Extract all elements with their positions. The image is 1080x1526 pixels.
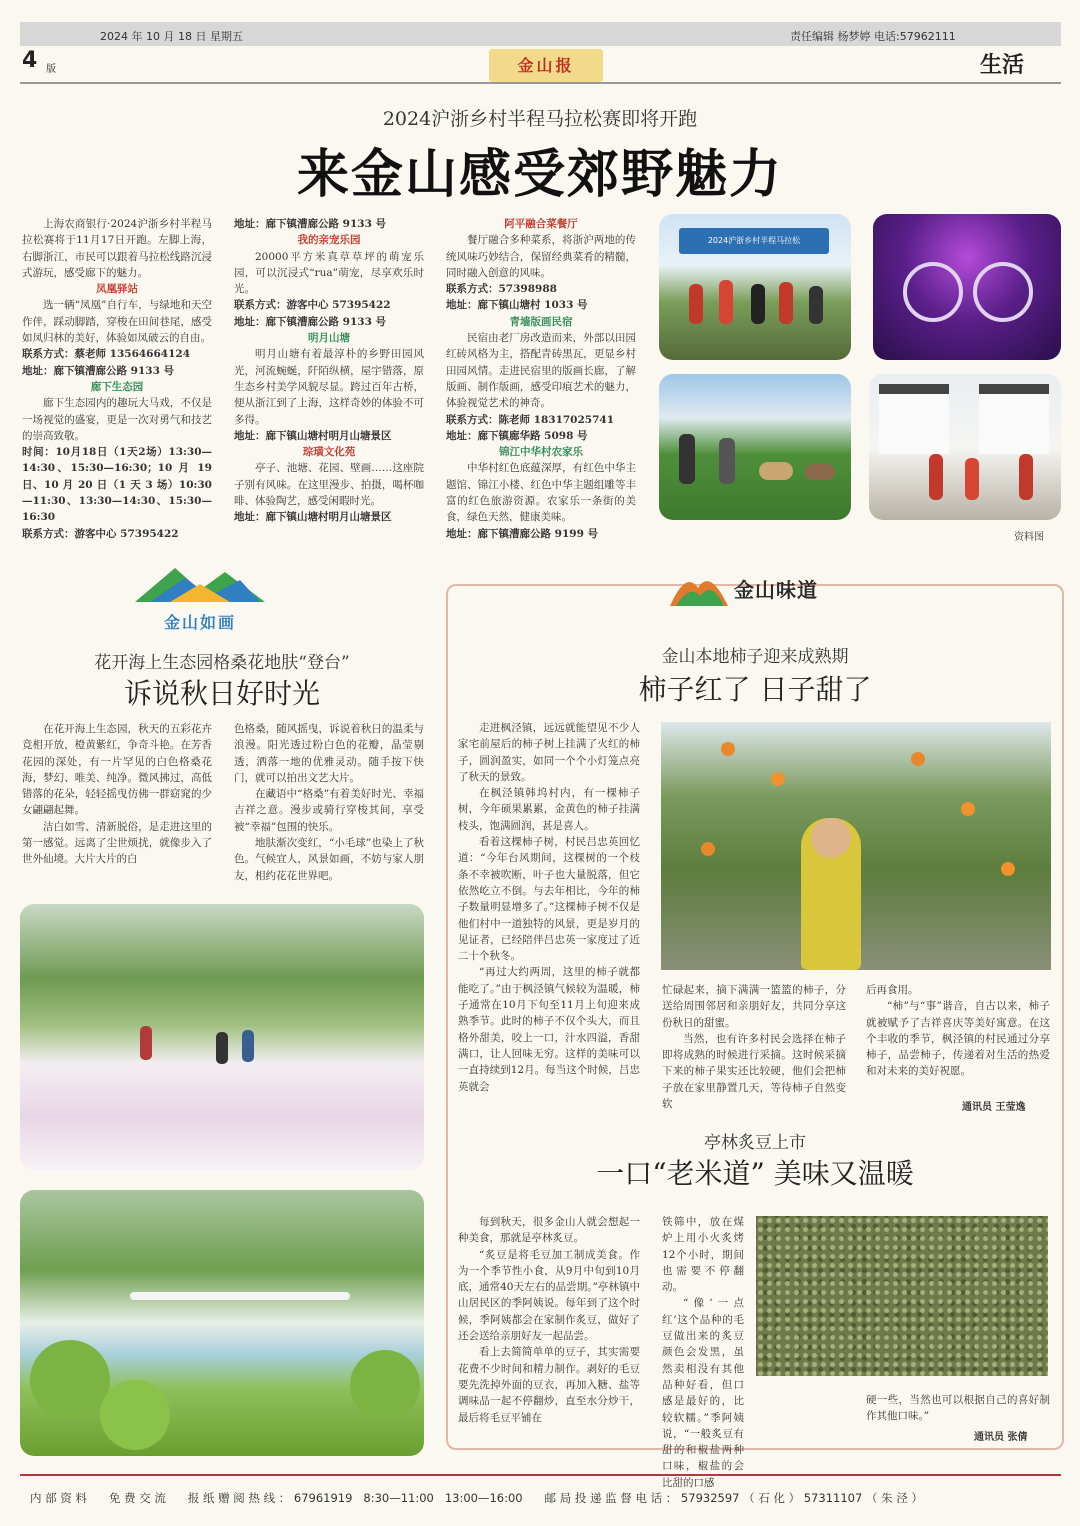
visitor-figure [140,1026,152,1060]
footer-divider [20,1474,1061,1476]
bean-column-3 [866,1392,1050,1432]
subsection-heading: 明月山塘 [308,332,350,345]
cyclist-figure [719,280,733,324]
page-number: 4 [22,48,38,73]
paragraph: 每到秋天，很多金山人就会想起一种美食，那就是亭林炙豆。 [458,1216,640,1245]
circus-wheel [903,262,963,322]
kochia-park-photo [20,1190,424,1456]
persimmon-fruit [961,802,975,816]
paragraph: 地址：廊下镇漕廊公路 9133 号 [234,218,387,230]
visitor-figure [242,1030,254,1062]
mountain-icon [130,562,270,606]
paragraph: 地址：廊下镇漕廊公路 9133 号 [234,315,387,328]
persimmon-title: 柿子红了 日子甜了 [638,673,872,706]
dog-figure [759,462,793,480]
left-column-1 [22,721,212,891]
subsection-heading: 我的亲宠乐园 [297,234,361,247]
paragraph: 时间：10月18日（1天2场）13:30—14:30、15:30—16:30；10 月 19 日、10 月 20 日（1 天 3 场）10:30—11:30、13:30—14:30、15:30—16:30 [22,446,212,524]
paragraph: 联系方式：蔡老师 13564664124 [22,348,191,361]
paragraph: 硬一些，当然也可以根据自己的喜好制作其他口味。” [866,1394,1050,1423]
persimmon-column-1 [458,720,640,1100]
paragraph: 联系方式：陈老师 18317025741 [446,413,615,426]
lead-column-2 [234,216,424,546]
bean-byline: 通讯员 张倩 [974,1432,1028,1443]
persimmon-tree-photo [661,722,1051,970]
persimmon-fruit [721,742,735,756]
paragraph: 选一辆“凤凰”自行车，与绿地和天空作伴，踩动脚踏，穿梭在田间巷尾，感受如凤归林的美好，体验如凤破云的自由。 [22,299,212,345]
paragraph: 铁筛中，放在煤炉上用小火炙烤12个小时，期间也需要不停翻动。 [662,1216,744,1294]
circus-wheel [973,262,1033,322]
page-suffix: 版 [46,64,56,75]
white-gesang-flowers-photo [20,904,424,1170]
logo-text: 金山如画 [163,613,236,632]
paragraph: 地址：廊下镇漕廊公路 9133 号 [22,364,175,377]
paragraph: 中华村红色底蕴深厚，有红色中华主题馆、锦江小楼、红色中华主题组雕等丰富的红色旅游资源。农家乐一条街的美食，绿色天然，健康美味。 [446,462,636,524]
header-divider [20,82,1061,84]
paragraph: 联系方式：57398988 [446,283,557,296]
paragraph: 廊下生态园内的趣玩大马戏，不仅是一场视觉的盛宴，更是一次对勇气和技艺的崇高致敬。 [22,397,212,442]
paragraph: 洁白如雪、清新脱俗，是走进这里的第一感觉。远离了尘世烦扰，就像步入了世外仙境。大片大片的白 [22,820,212,866]
lead-title: 来金山感受郊野魅力 [296,145,783,205]
cyclist-figure [779,282,793,324]
subsection-heading: 琮璜文化苑 [302,446,356,459]
editor-info: 责任编辑 杨梦婷 电话:57962111 [790,30,956,43]
roasted-beans-photo [756,1216,1048,1376]
house-figure [879,384,949,454]
jinshan-weidao-logo [668,566,848,610]
hills-icon [668,566,730,610]
paragraph: 地址：廊下镇山塘村 1033 号 [446,299,588,312]
bean-column-2 [662,1214,744,1489]
subsection-heading: 锦江中华村农家乐 [499,446,583,459]
persimmon-byline: 通讯员 王莹逸 [962,1102,1026,1113]
paragraph: 地址：廊下镇山塘村明月山塘景区 [234,429,392,442]
paragraph: 联系方式：游客中心 57395422 [22,527,179,540]
kochia-bush [350,1350,420,1420]
persimmon-fruit [701,842,715,856]
cyclist-figure [751,284,765,324]
paragraph: “再过大约两周，这里的柿子就都能吃了。”由于枫泾镇气候较为温暖，柿子通常在10月下旬至11月上旬迎来成熟季节。此时的柿子不仅个头大，而且格外甜美，咬上一口，汁水四溢，香甜满口，让人回味无穷。这样的美味可以一直持续到12月。每当这个时候，吕忠英就会 [458,966,640,1093]
pet-park-photo [659,374,851,520]
lead-column-1 [22,216,212,546]
photo-credit: 资料图 [1014,532,1044,543]
section-name: 生活 [980,53,1025,78]
persimmon-fruit [911,752,925,766]
logo-text: 金山味道 [734,578,818,602]
paragraph: 餐厅融合多种菜系，将浙沪两地的传统风味巧妙结合，保留经典菜肴的精髓，同时融入创意的风味。 [446,234,636,279]
paragraph: 地址：廊下镇山塘村明月山塘景区 [234,511,392,524]
paragraph: 地肤渐次变红，“小毛球”也染上了秋色。气候宜人，风景如画，不妨与家人朋友，相约花花世界吧。 [234,837,424,882]
bean-subtitle: 亭林炙豆上市 [704,1133,806,1153]
cyclist-figure [809,286,823,324]
bridge-figure [130,1292,350,1300]
performer-figure [965,458,979,500]
villager-face [811,818,851,858]
persimmon-column-3 [866,982,1050,1094]
paragraph: 地址：廊下镇漕廊公路 9199 号 [446,527,599,540]
person-figure [679,434,695,484]
issue-date: 2024 年 10 月 18 日 星期五 [100,30,243,43]
paragraph: 亭子、池塘、花园、壁画……这座院子别有风味。在这里漫步、拍摄，喝杯咖啡、体验陶艺，感受闲暇时光。 [234,462,424,508]
persimmon-subtitle: 金山本地柿子迎来成熟期 [661,647,849,667]
left-title: 诉说秋日好时光 [123,677,320,710]
house-figure [979,384,1049,454]
paragraph: 看着这棵柿子树，村民吕忠英回忆道：“今年台风期间，这棵树的一个枝条不幸被吹断，叶子也大量脱落，但它依然屹立不倒。与去年相比，今年的柿子数量明显增多了。”这棵柿子树不仅是他们村中一道独特的风景，更是岁月的见证者，已经陪伴吕忠英一家度过了近二十个秋冬。 [458,836,640,963]
performer-figure [1019,454,1033,500]
subsection-heading: 廊下生态园 [90,380,144,393]
footer-info: 内 部 资 料 免 费 交 流 报 纸 赠 阅 热 线 ： 67961919 8:30—11:00 13:00—16:00 邮 局 投 递 监 督 电 话 ： 57932597 （ 石 化 ） 57311107 （ 朱 泾 ） [30,1491,923,1505]
bean-title: 一口“老米道” 美味又温暖 [596,1157,914,1190]
paragraph: 地址：廊下镇廊华路 5098 号 [446,429,588,442]
race-banner: 2024沪浙乡村半程马拉松 [679,228,829,254]
paragraph: 联系方式：游客中心 57395422 [234,299,391,312]
subsection-heading: 青墙版画民宿 [509,315,573,328]
bean-column-1 [458,1214,640,1444]
cyclist-figure [689,284,703,324]
subsection-heading: 凤凰驿站 [96,283,138,296]
performer-figure [929,454,943,500]
kochia-bush [30,1340,110,1420]
newspaper-logo: 金山报 [489,49,603,82]
subsection-heading: 阿平融合菜餐厅 [504,218,578,230]
kochia-bush [100,1380,170,1450]
village-performance-photo [869,374,1061,520]
paragraph: 色格桑，随风摇曳，诉说着秋日的温柔与浪漫。阳光透过粉白色的花瓣，晶莹剔透，洒落一地的优雅灵动。随手按下快门，就可以拍出文艺大片。 [234,723,424,784]
jinshan-ruhua-logo [130,562,270,630]
paragraph: 在枫泾镇韩坞村内，有一棵柿子树，今年硕果累累，金黄色的柿子挂满枝头，饱满圆润，甚是喜人。 [458,787,640,832]
paragraph: 20000平方米真草草坪的萌宠乐园，可以沉浸式“rua”萌宠，尽享欢乐时光。 [234,250,424,296]
paragraph: 忙碌起来，摘下满满一篮篮的柿子，分送给周围邻居和亲朋好友，共同分享这份秋日的甜蜜。 [662,984,846,1029]
paragraph: 在花开海上生态园，秋天的五彩花卉竞相开放，橙黄紫红，争奇斗艳。在芳香花园的深处，有一片罕见的白色格桑花海，梦幻、唯美、纯净。微风拂过，高低错落的花朵，轻轻摇曳仿佛一群窈窕的少女翩翩起舞。 [22,723,212,817]
left-column-2 [234,721,424,891]
dog-figure [805,464,835,480]
paragraph: 走进枫泾镇，远远就能望见不少人家宅前屋后的柿子树上挂满了火红的柿子，圆润盈实，如同一个个小灯笼点亮了秋天的景致。 [458,722,640,783]
paragraph: 民宿由老厂房改造而来，外部以田园红砖风格为主，搭配青砖黑瓦，更显乡村田园风情。走进民宿里的版画长廊，了解版画、制作版画，感受印痕艺术的魅力，体验视觉艺术的神奇。 [446,332,636,410]
persimmon-column-2 [662,982,846,1112]
paragraph: “炙豆是将毛豆加工制成美食。作为一个季节性小食，从9月中旬到10月底，通常40天左右的品尝期。”亭林镇中山居民区的季阿姨说。每年到了这个时候，季阿姨都会在家制作炙豆，做好了还会送给亲朋好友一起品尝。 [458,1248,640,1343]
marathon-cyclists-photo [659,214,851,360]
left-subtitle: 花开海上生态园格桑花地肤“登台” [94,653,350,673]
visitor-figure [216,1032,228,1064]
persimmon-fruit [1001,862,1015,876]
person-figure [719,438,735,484]
paragraph: 明月山塘有着最淳朴的乡野田园风光，河流蜿蜒，阡陌纵横，屋宇错落，原生态乡村美学风貌尽显。跨过百年古桥，便从浙江到了上海，这样奇妙的体验不可多得。 [234,348,424,426]
paragraph: 当然，也有许多村民会选择在柿子即将成熟的时候进行采摘。这时候采摘下来的柿子果实还比较硬，他们会把柿子放在家里静置几天，等待柿子自然变软 [662,1032,846,1111]
paragraph: “柿”与“事”谐音，自古以来，柿子就被赋予了吉祥喜庆等美好寓意。在这个丰收的季节，枫泾镇的村民通过分享柿子，品尝柿子，传递着对生活的热爱和对未来的美好祝愿。 [866,1000,1050,1078]
circus-show-photo [873,214,1061,360]
paragraph: 后再食用。 [866,984,919,996]
lead-subtitle: 2024沪浙乡村半程马拉松赛即将开跑 [382,108,698,130]
paragraph: 上海农商银行·2024沪浙乡村半程马拉松赛将于11月17日开跑。左脚上海，右脚浙江，市民可以跟着马拉松线路沉浸式游玩，感受廊下的魅力。 [22,218,212,279]
persimmon-fruit [771,772,785,786]
paragraph: 在藏语中“格桑”有着美好时光、幸福吉祥之意。漫步或骑行穿梭其间，享受被“幸福”包围的快乐。 [234,788,424,833]
paragraph: “像‘一点红’这个品种的毛豆做出来的炙豆颜色会发黑，虽然卖相没有其他品种好看，但口感是最好的，比较软糯。”季阿姨说，“一般炙豆有甜的和椒盐两种口味，椒盐的会比甜的口感 [662,1297,744,1489]
lead-column-3 [446,216,636,546]
paragraph: 看上去简简单单的豆子，其实需要花费不少时间和精力制作。剥好的毛豆要先洗掉外面的豆衣，再加入糖、盐等调味品一起不停翻炒，直至水分炒干，最后将毛豆平铺在 [458,1346,640,1424]
